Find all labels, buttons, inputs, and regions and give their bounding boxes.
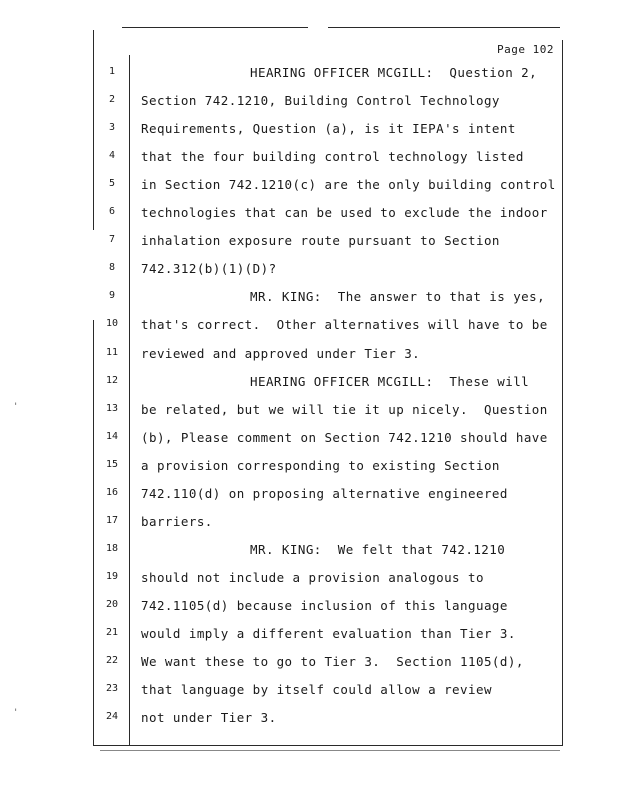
transcript-line: barriers. bbox=[141, 513, 213, 529]
line-number: 4 bbox=[108, 150, 116, 162]
top-rule-left bbox=[122, 27, 308, 28]
transcript-line: We want these to go to Tier 3. Section 1105(d), bbox=[141, 654, 524, 670]
transcript-line: be related, but we will tie it up nicely. Question bbox=[141, 401, 548, 417]
line-number: 17 bbox=[105, 514, 119, 526]
line-number: 18 bbox=[105, 542, 119, 554]
transcript-line: in Section 742.1210(c) are the only building control bbox=[141, 177, 556, 193]
line-number: 5 bbox=[108, 178, 116, 190]
transcript-line: 742.1105(d) because inclusion of this language bbox=[141, 597, 508, 613]
line-number: 19 bbox=[105, 570, 119, 582]
line-number: 13 bbox=[105, 402, 119, 414]
transcript-line: that the four building control technology listed bbox=[141, 149, 524, 165]
line-number: 9 bbox=[108, 290, 116, 302]
bottom-scan-rule bbox=[100, 750, 560, 751]
right-border bbox=[562, 40, 563, 745]
transcript-line: would imply a different evaluation than Tier 3. bbox=[141, 626, 516, 641]
left-border bbox=[93, 30, 94, 230]
bottom-rule bbox=[93, 745, 563, 746]
page-number: Page 102 bbox=[497, 43, 554, 56]
transcript-line: MR. KING: We felt that 742.1210 bbox=[250, 541, 506, 557]
top-rule-right bbox=[328, 27, 560, 28]
left-border-lower bbox=[93, 320, 94, 745]
line-number: 20 bbox=[105, 598, 119, 610]
transcript-line: reviewed and approved under Tier 3. bbox=[141, 345, 421, 361]
line-number: 16 bbox=[105, 486, 119, 498]
transcript-line: that's correct. Other alternatives will have to be bbox=[141, 317, 548, 333]
transcript-line: MR. KING: The answer to that is yes, bbox=[250, 289, 546, 305]
line-number: 7 bbox=[108, 234, 116, 246]
line-number: 3 bbox=[108, 122, 116, 134]
line-number: 12 bbox=[105, 374, 119, 386]
line-number: 1 bbox=[108, 66, 116, 77]
transcript-line: Section 742.1210, Building Control Technology bbox=[141, 93, 500, 109]
transcript-line: Requirements, Question (a), is it IEPA's intent bbox=[141, 121, 516, 137]
transcript-line: technologies that can be used to exclude the indoor bbox=[141, 205, 548, 221]
inner-left-border bbox=[129, 55, 130, 745]
scan-speck: ' bbox=[13, 402, 19, 412]
transcript-line: inhalation exposure route pursuant to Section bbox=[141, 233, 500, 249]
line-number: 6 bbox=[108, 206, 116, 218]
line-number: 8 bbox=[108, 262, 116, 274]
transcript-line: 742.312(b)(1)(D)? bbox=[141, 261, 277, 277]
line-number: 22 bbox=[105, 655, 119, 667]
transcript-line: not under Tier 3. bbox=[141, 710, 277, 726]
scan-speck: ' bbox=[13, 708, 19, 718]
transcript-line: (b), Please comment on Section 742.1210 should have bbox=[141, 429, 548, 445]
transcript-line: 742.110(d) on proposing alternative engineered bbox=[141, 485, 508, 501]
line-number: 23 bbox=[105, 683, 119, 695]
line-number: 15 bbox=[105, 458, 119, 470]
line-number: 21 bbox=[105, 627, 119, 638]
transcript-line: HEARING OFFICER MCGILL: Question 2, bbox=[250, 65, 538, 80]
transcript-line: that language by itself could allow a review bbox=[141, 682, 492, 698]
transcript-line: should not include a provision analogous to bbox=[141, 569, 484, 585]
line-number: 2 bbox=[108, 94, 116, 106]
transcript-line: a provision corresponding to existing Section bbox=[141, 457, 500, 473]
line-number: 10 bbox=[105, 318, 119, 330]
line-number: 14 bbox=[105, 430, 119, 442]
line-number: 11 bbox=[105, 346, 119, 358]
line-number: 24 bbox=[105, 711, 119, 723]
transcript-line: HEARING OFFICER MCGILL: These will bbox=[250, 373, 530, 389]
